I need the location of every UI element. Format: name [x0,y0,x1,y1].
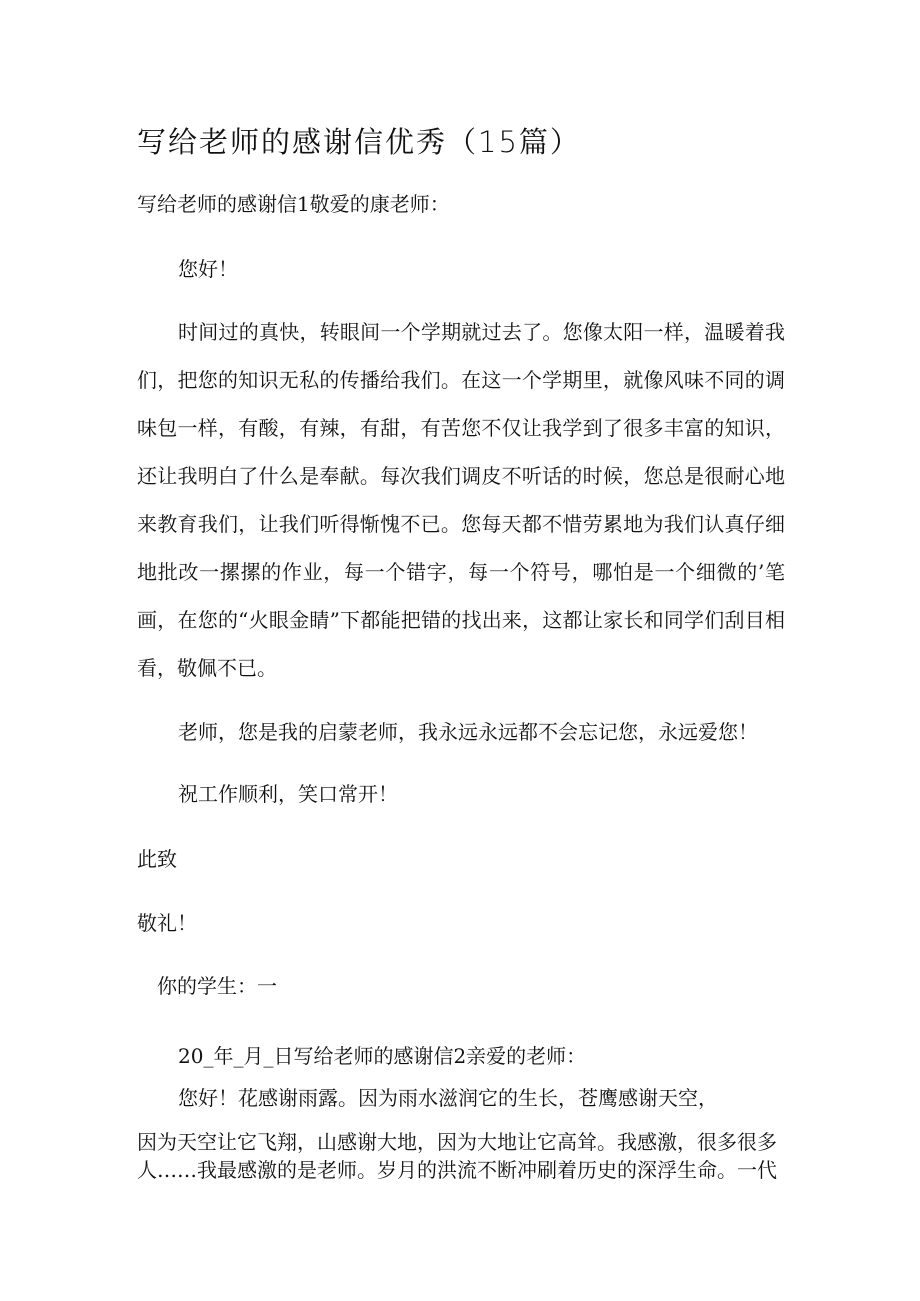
letter2-first-line: 您好！花感谢雨露。因为雨水滋润它的生长，苍鹰感谢天空， [178,1086,718,1110]
letter2-body: 因为天空让它飞翔，山感谢大地，因为大地让它高耸。我感激，很多很多人……我最感激的是老师。岁月的洪流不断冲刷着历史的深浮生命。一代 [137,1130,777,1182]
letter2-heading: 20_年_月_日写给老师的感谢信2亲爱的老师： [178,1044,587,1068]
letter1-wish: 祝工作顺利，笑口常开！ [178,782,398,806]
letter1-salutation-2: 敬礼！ [137,911,197,935]
document-title: 写给老师的感谢信优秀（15篇） [137,125,581,159]
letter1-greeting: 您好！ [178,257,238,281]
letter1-salutation-1: 此致 [137,847,177,871]
letter1-body: 时间过的真快，转眼间一个学期就过去了。您像太阳一样，温暖着我们，把您的知识无私的传播给我们。在这一个学期里，就像风味不同的调味包一样，有酸，有辣，有甜，有苦您不仅让我学到了很多丰富的知识，还让我明白了什么是奉献。每次我们调皮不听话的时候，您总是很耐心地来教育我们，让我们听得惭愧不已。您每天都不惜劳累地为我们认真仔细地批改一摞摞的作业，每一个错字，每一个符号，哪怕是一个细微的’笔画，在您的“火眼金睛”下都能把错的找出来，这都让家长和同学们刮目相看，敬佩不已。 [137,320,785,680]
letter1-closing-line: 老师，您是我的启蒙老师，我永远永远都不会忘记您，永远爱您！ [178,720,758,744]
letter1-signature: 你的学生：一 [157,974,277,998]
letter1-heading: 写给老师的感谢信1敬爱的康老师： [137,192,450,216]
